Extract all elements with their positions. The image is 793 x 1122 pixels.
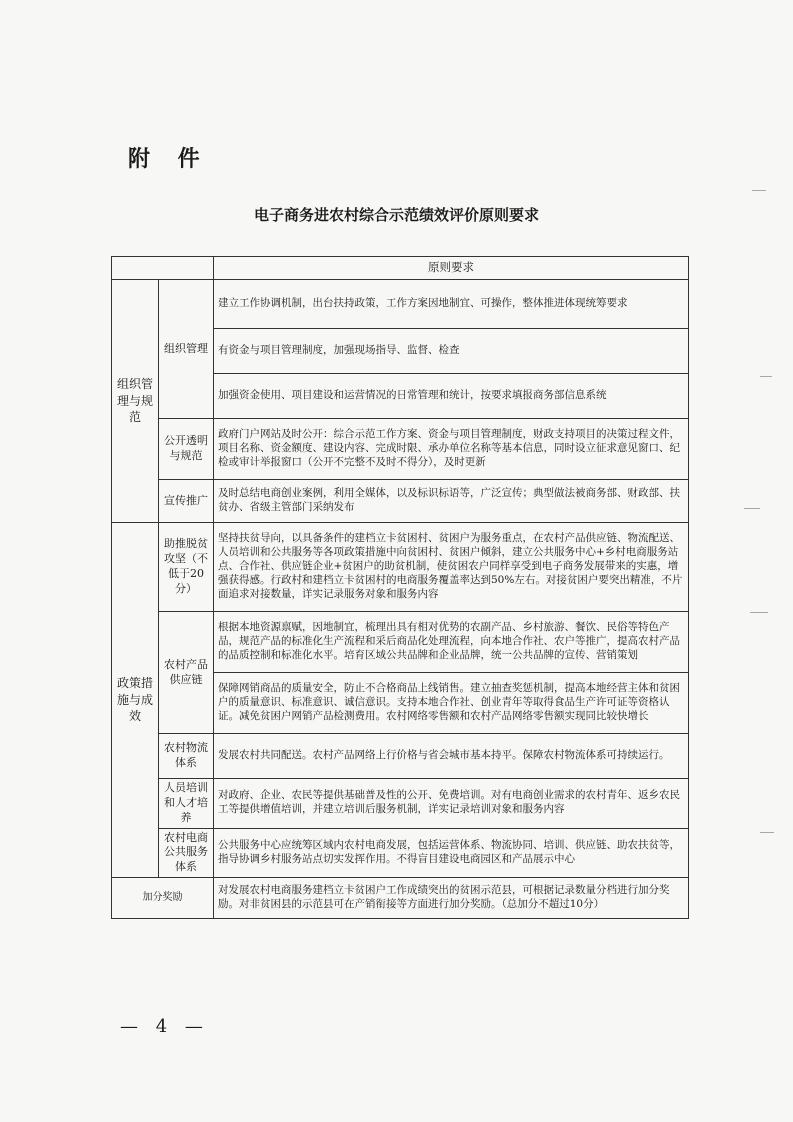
sub-poverty: 助推脱贫攻坚（不低于20分） xyxy=(159,523,214,612)
scan-artifact xyxy=(760,832,774,833)
org-mgmt-item-3: 加强资金使用、项目建设和运营情况的日常管理和统计，按要求填报商务部信息系统 xyxy=(214,374,689,419)
org-mgmt-item-1: 建立工作协调机制，出台扶持政策，工作方案因地制宜、可操作，整体推进体现统筹要求 xyxy=(214,280,689,329)
table-row xyxy=(112,523,689,612)
sub-transparency: 公开透明与规范 xyxy=(159,419,214,480)
category-org: 组织管理与规范 xyxy=(112,280,159,523)
table-row xyxy=(112,480,689,523)
category-bonus: 加分奖励 xyxy=(112,878,214,919)
scan-artifact xyxy=(750,612,768,613)
poverty-text: 坚持扶贫导向，以具备条件的建档立卡贫困村、贫困户为服务重点，在农村产品供应链、物流配送、人员培训和公共服务等各项政策措施中向贫困村、贫困户倾斜，建立公共服务中心+乡村电商服务站点、合作社、供应链企业+贫困户的助贫机制，使贫困农户同样享受到电子商务发展带来的实惠，增强获得感。行政村和建档立卡贫困村的电商服务覆盖率达到50%左右。对接贫困户要突出精准，不片面追求对接数量，详实记录服务对象和服务内容 xyxy=(214,523,689,612)
scan-artifact xyxy=(760,376,772,377)
org-mgmt-item-2: 有资金与项目管理制度，加强现场指导、监督、检查 xyxy=(214,329,689,374)
table-row xyxy=(112,779,689,829)
logistics-text: 发展农村共同配送。农村产品网络上行价格与省会城市基本持平。保障农村物流体系可持续运行。 xyxy=(214,734,689,779)
sub-logistics: 农村物流体系 xyxy=(159,734,214,779)
sub-promotion: 宣传推广 xyxy=(159,480,214,523)
table-header-row xyxy=(112,257,689,280)
criteria-table xyxy=(111,256,689,919)
table-row xyxy=(112,280,689,329)
sub-org-mgmt: 组织管理 xyxy=(159,280,214,419)
sub-supply-chain: 农村产品供应链 xyxy=(159,612,214,734)
sub-public-service: 农村电商公共服务体系 xyxy=(159,828,214,878)
header-principle-cell: 原则要求 xyxy=(214,257,689,280)
sub-training: 人员培训和人才培养 xyxy=(159,779,214,829)
scan-artifact xyxy=(744,508,760,509)
table-row xyxy=(112,419,689,480)
public-service-text: 公共服务中心应统筹区域内农村电商发展，包括运营体系、物流协同、培训、供应链、助农扶贫等，指导协调乡村服务站点切实发挥作用。不得盲目建设电商园区和产品展示中心 xyxy=(214,828,689,878)
category-policy: 政策措施与成效 xyxy=(112,523,159,878)
supply-chain-item-1: 根据本地资源禀赋，因地制宜，梳理出具有相对优势的农副产品、乡村旅游、餐饮、民俗等特色产品，规范产品的标准化生产流程和采后商品化处理流程，向本地合作社、农户等推广，提高农村产品的品质控制和标准化水平。培育区域公共品牌和企业品牌，统一公共品牌的宣传、营销策划 xyxy=(214,612,689,673)
attachment-label: 附 件 xyxy=(128,146,210,172)
table-row xyxy=(112,612,689,673)
supply-chain-item-2: 保障网销商品的质量安全，防止不合格商品上线销售。建立抽查奖惩机制，提高本地经营主体和贫困户的质量意识、标准意识、诚信意识。支持本地合作社、创业青年等取得食品生产许可证等资格认证。减免贫困户网销产品检测费用。农村网络零售额和农村产品网络零售额实现同比较快增长 xyxy=(214,673,689,734)
promotion-text: 及时总结电商创业案例，利用全媒体，以及标识标语等，广泛宣传；典型做法被商务部、财政部、扶贫办、省级主管部门采纳发布 xyxy=(214,480,689,523)
table-row xyxy=(112,828,689,878)
document-title: 电子商务进农村综合示范绩效评价原则要求 xyxy=(253,206,539,224)
table-row xyxy=(112,878,689,919)
transparency-text: 政府门户网站及时公开：综合示范工作方案、资金与项目管理制度，财政支持项目的决策过程文件，项目名称、资金额度、建设内容、完成时限、承办单位名称等基本信息，同时设立征求意见窗口、纪检或审计举报窗口（公开不完整不及时不得分），及时更新 xyxy=(214,419,689,480)
page-number: — 4 — xyxy=(120,1016,209,1037)
scan-artifact xyxy=(752,190,766,191)
bonus-text: 对发展农村电商服务建档立卡贫困户工作成绩突出的贫困示范县，可根据记录数量分档进行加分奖励。对非贫困县的示范县可在产销衔接等方面进行加分奖励。（总加分不超过10分） xyxy=(214,878,689,919)
training-text: 对政府、企业、农民等提供基础普及性的公开、免费培训。对有电商创业需求的农村青年、返乡农民工等提供增值培训，并建立培训后服务机制，详实记录培训对象和服务内容 xyxy=(214,779,689,829)
table-row xyxy=(112,734,689,779)
header-blank-cell xyxy=(112,257,214,280)
